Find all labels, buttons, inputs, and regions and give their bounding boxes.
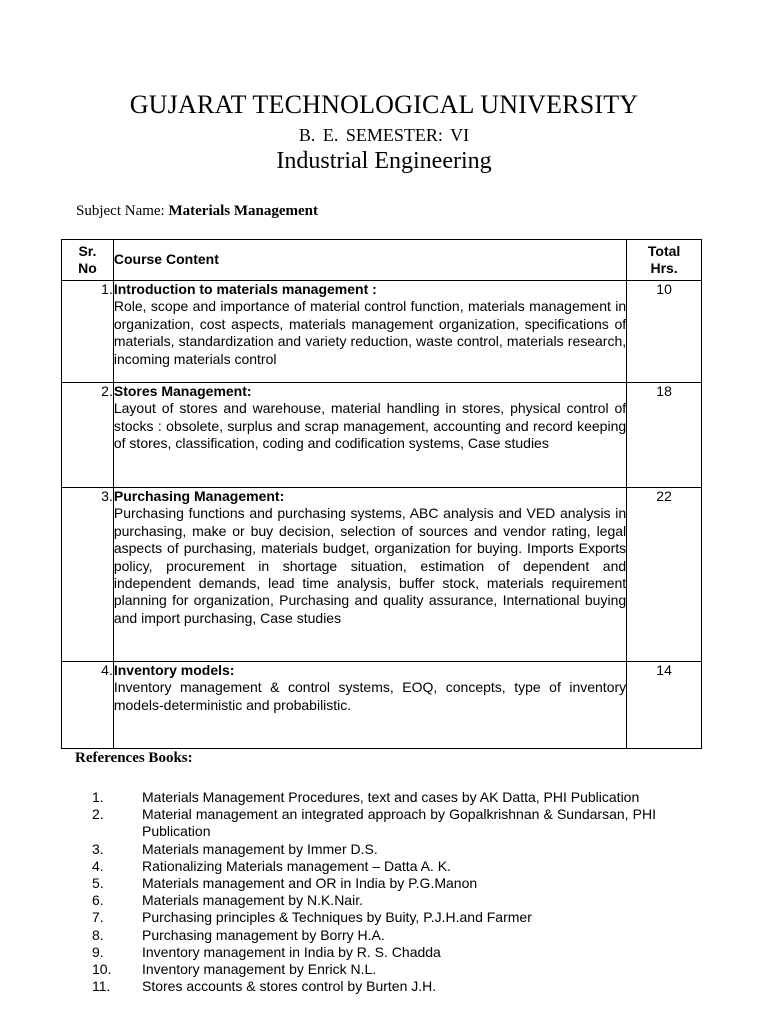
- references-heading: References Books:: [75, 750, 193, 766]
- row-number: 1.: [62, 281, 114, 383]
- unit-title: Inventory models:: [113, 662, 235, 678]
- reference-text: Materials management by Immer D.S.: [142, 840, 378, 857]
- reference-text: Materials management by N.K.Nair.: [142, 892, 363, 909]
- list-item: [92, 875, 656, 892]
- reference-text: Inventory management by Enrick N.L.: [142, 961, 377, 978]
- unit-title: Introduction to materials management :: [113, 281, 377, 297]
- unit-description: Role, scope and importance of material control function, materials management in organization, cost aspects, materials management organization, specifications of materials, standardization and variety reduction, waste control, materials research, incoming materials control: [113, 298, 627, 367]
- subject-name: Materials Management: [168, 203, 319, 219]
- row-content: [113, 383, 626, 488]
- reference-number: 6.: [92, 892, 104, 909]
- reference-number: 11.: [92, 978, 111, 995]
- reference-text: Material management an integrated approach by Gopalkrishnan & Sundarsan, PHI Publication: [142, 806, 656, 840]
- reference-number: 5.: [92, 875, 104, 892]
- table-row: [62, 281, 702, 383]
- header-sr-line2: No: [78, 260, 97, 276]
- list-item: [92, 841, 656, 858]
- reference-text: Materials Management Procedures, text and cases by AK Datta, PHI Publication: [142, 789, 640, 805]
- row-content: [113, 281, 626, 383]
- row-hours: 18: [627, 383, 702, 488]
- row-content: [113, 662, 626, 749]
- list-item: [92, 858, 656, 875]
- semester-line: B. E. SEMESTER: VI: [298, 125, 470, 145]
- row-number: 4.: [62, 662, 114, 749]
- row-content: [113, 488, 626, 662]
- reference-text: Materials management and OR in India by P.G.Manon: [142, 875, 478, 892]
- row-hours: 22: [627, 488, 702, 662]
- reference-number: 8.: [92, 926, 104, 943]
- table-row: [62, 662, 702, 749]
- row-number: 2.: [62, 383, 114, 488]
- list-item: [92, 909, 656, 926]
- unit-title: Stores Management:: [113, 383, 252, 399]
- row-hours: 14: [627, 662, 702, 749]
- header-sr-no: [62, 240, 114, 281]
- list-item: [92, 961, 656, 978]
- reference-number: 1.: [92, 789, 104, 805]
- list-item: [92, 944, 656, 961]
- header-course-content: Course Content: [113, 240, 626, 281]
- reference-text: Rationalizing Materials management – Datta A. K.: [142, 857, 451, 874]
- references-list: [92, 789, 656, 995]
- header-hrs-line1: Total: [647, 243, 681, 259]
- header-hrs-line2: Hrs.: [650, 260, 678, 276]
- list-item: [92, 806, 656, 840]
- row-number: 3.: [62, 488, 114, 662]
- reference-number: 4.: [92, 857, 104, 874]
- reference-number: 3.: [92, 840, 104, 857]
- list-item: [92, 789, 656, 806]
- table-row: [62, 383, 702, 488]
- header-total-hrs: [627, 240, 702, 281]
- branch-title: Industrial Engineering: [276, 148, 492, 174]
- list-item: [92, 978, 656, 995]
- reference-number: 7.: [92, 909, 104, 926]
- header-sr-line1: Sr.: [78, 243, 97, 259]
- table-header-row: [62, 240, 702, 281]
- unit-description: Purchasing functions and purchasing systems, ABC analysis and VED analysis in purchasing, make or buy decision, selection of sources and vendor rating, legal aspects of purchasing, materials budget, organization for buying. Imports Exports policy, procurement in shortage situation, estimation of dependent and independent demands, lead time analysis, buffer stock, materials requirement planning for organization, Purchasing and quality assurance, International buying and import purchasing, Case studies: [113, 505, 627, 626]
- reference-text: Purchasing principles & Techniques by Buity, P.J.H.and Farmer: [142, 909, 532, 926]
- course-content-table: [61, 239, 702, 749]
- list-item: [92, 892, 656, 909]
- subject-line: [76, 203, 318, 220]
- reference-text: Purchasing management by Borry H.A.: [142, 926, 385, 943]
- reference-number: 9.: [92, 943, 104, 960]
- university-title: GUJARAT TECHNOLOGICAL UNIVERSITY: [129, 90, 639, 119]
- reference-text: Stores accounts & stores control by Burten J.H.: [142, 978, 437, 995]
- reference-number: 2.: [92, 806, 104, 823]
- reference-text: Inventory management in India by R. S. Chadda: [142, 943, 441, 960]
- table-row: [62, 488, 702, 662]
- unit-description: Layout of stores and warehouse, material handling in stores, physical control of stocks : obsolete, surplus and scrap management, accounting and record keeping of stores, classification, coding and codification systems, Case studies: [113, 400, 627, 452]
- list-item: [92, 927, 656, 944]
- subject-label: Subject Name:: [76, 203, 165, 219]
- reference-number: 10.: [92, 961, 112, 978]
- row-hours: 10: [627, 281, 702, 383]
- unit-description: Inventory management & control systems, EOQ, concepts, type of inventory models-deterministic and probabilistic.: [113, 679, 627, 713]
- unit-title: Purchasing Management:: [113, 488, 285, 504]
